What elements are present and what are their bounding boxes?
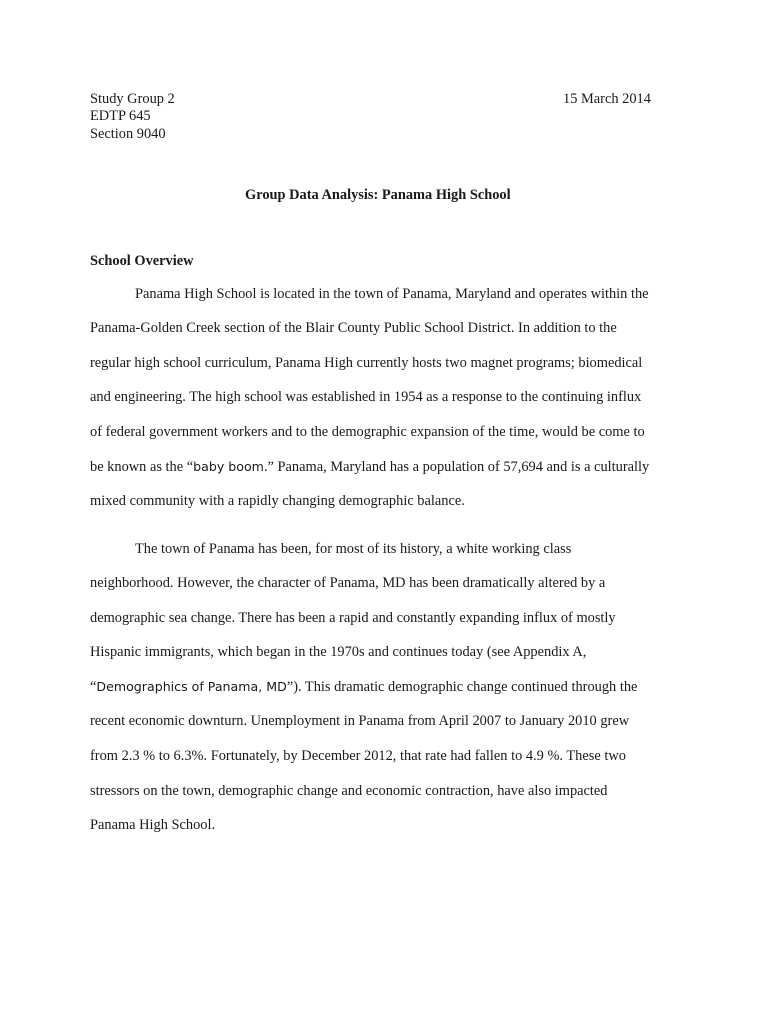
paragraph1-line6-start: be known as the “	[90, 459, 194, 475]
paragraph2-line5	[90, 678, 637, 696]
paragraph2-line1: The town of Panama has been, for most of its history, a white working class	[135, 541, 572, 557]
paragraph1-line1: Panama High School is located in the town of Panama, Maryland and operates within the	[135, 286, 649, 302]
paragraph1-line4: and engineering. The high school was established in 1954 as a response to the continuing influx	[90, 389, 642, 405]
paragraph2-line6: recent economic downturn. Unemployment in Panama from April 2007 to January 2010 grew	[90, 713, 630, 729]
baby-boom-phrase: baby boom	[193, 459, 264, 474]
paragraph2-line9: Panama High School.	[90, 817, 216, 833]
paragraph2-line3: demographic sea change. There has been a rapid and constantly expanding influx of mostly	[90, 610, 616, 626]
course-code: EDTP 645	[90, 108, 151, 124]
paragraph2-line5-end: ”). This dramatic demographic change continued through the	[286, 679, 638, 695]
paragraph2-line8: stressors on the town, demographic change and economic contraction, have also impacted	[90, 783, 608, 799]
paragraph2-line2: neighborhood. However, the character of Panama, MD has been dramatically altered by a	[90, 575, 606, 591]
paragraph1-line7: mixed community with a rapidly changing demographic balance.	[90, 493, 465, 509]
section-number: Section 9040	[90, 126, 166, 142]
paragraph2-line5-start: “	[90, 679, 97, 695]
paragraph2-line7: from 2.3 % to 6.3%. Fortunately, by December 2012, that rate had fallen to 4.9 %. These two	[90, 748, 626, 764]
paragraph1-line6	[90, 458, 649, 476]
paragraph1-line2: Panama-Golden Creek section of the Blair County Public School District. In addition to the	[90, 320, 617, 336]
document-date: 15 March 2014	[563, 91, 651, 107]
document-title: Group Data Analysis: Panama High School	[245, 187, 511, 203]
paragraph1-line6-end: .” Panama, Maryland has a population of 57,694 and is a culturally	[263, 459, 650, 475]
appendix-title-phrase: Demographics of Panama, MD	[96, 679, 287, 694]
paragraph2-line4: Hispanic immigrants, which began in the 1970s and continues today (see Appendix A,	[90, 644, 587, 660]
study-group-label: Study Group 2	[90, 91, 175, 107]
section-heading: School Overview	[90, 253, 194, 269]
paragraph1-line5: of federal government workers and to the demographic expansion of the time, would be come to	[90, 424, 645, 440]
paragraph1-line3: regular high school curriculum, Panama High currently hosts two magnet programs; biomedical	[90, 355, 643, 371]
